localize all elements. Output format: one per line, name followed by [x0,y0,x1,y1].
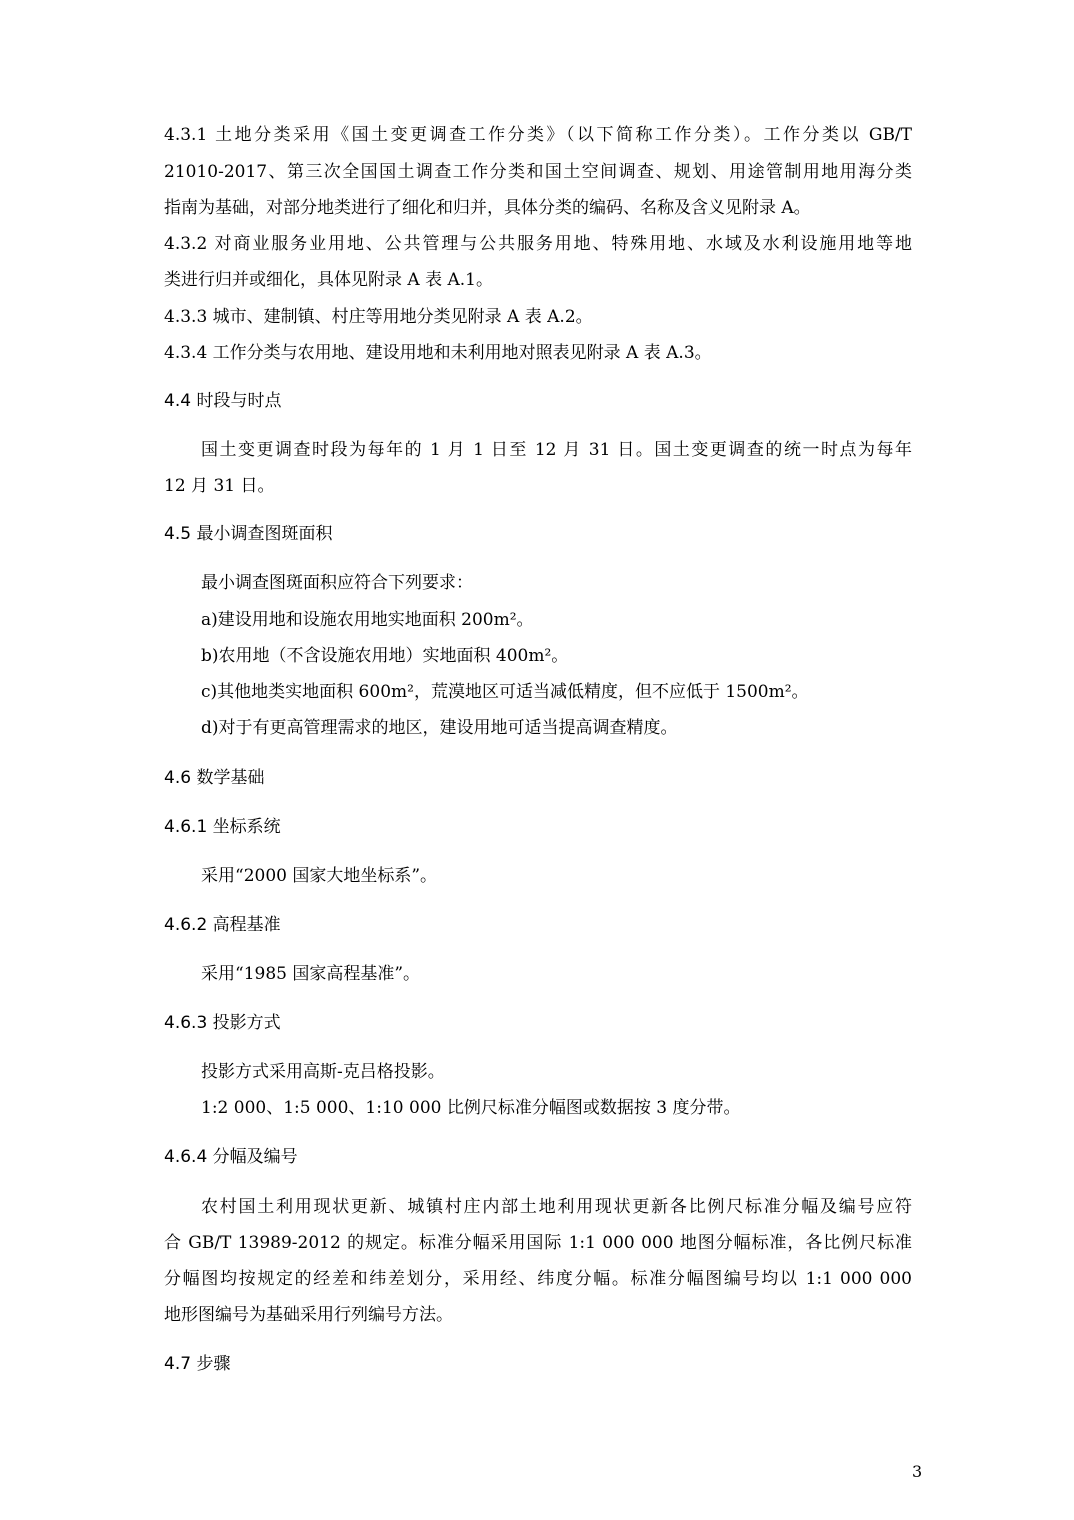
paragraph-4-5-intro: 最小调查图斑面积应符合下列要求： [201,573,473,593]
paragraph-4-6-4-line: 合 GB/T 13989-2012 的规定。标准分幅采用国际 1:1 000 000 地图分幅标准，各比例尺标准 [164,1233,912,1253]
list-item-a: a)建设用地和设施农用地实地面积 200m²。 [201,610,534,630]
paragraph-4-6-4-line: 分幅图均按规定的经差和纬差划分，采用经、纬度分幅。标准分幅图编号均以 1:1 000 000 [164,1269,912,1289]
paragraph-4-3-4: 4.3.4 工作分类与农用地、建设用地和未利用地对照表见附录 A 表 A.3。 [164,343,712,363]
section-heading-4-6-2: 4.6.2 高程基准 [164,915,281,935]
section-heading-4-7: 4.7 步骤 [164,1354,231,1374]
paragraph-4-6-4-line: 农村国土利用现状更新、城镇村庄内部土地利用现状更新各比例尺标准分幅及编号应符 [201,1197,912,1217]
page-number: 3 [912,1462,923,1481]
paragraph-4-4-line: 12 月 31 日。 [164,476,275,496]
paragraph-4-3-3: 4.3.3 城市、建制镇、村庄等用地分类见附录 A 表 A.2。 [164,307,593,327]
paragraph-4-6-2: 采用“1985 国家高程基准”。 [201,964,421,984]
paragraph-4-3-2-line: 4.3.2 对商业服务业用地、公共管理与公共服务用地、特殊用地、水域及水利设施用地等地 [164,234,912,254]
section-heading-4-4: 4.4 时段与时点 [164,391,282,411]
section-heading-4-6-3: 4.6.3 投影方式 [164,1013,281,1033]
paragraph-4-6-3-line: 投影方式采用高斯-克吕格投影。 [201,1062,445,1082]
paragraph-4-4-line: 国土变更调查时段为每年的 1 月 1 日至 12 月 31 日。国土变更调查的统一时点为每年 [201,440,912,460]
list-item-c: c)其他地类实地面积 600m²，荒漠地区可适当减低精度，但不应低于 1500m²。 [201,682,809,702]
paragraph-4-3-1-line: 指南为基础，对部分地类进行了细化和归并，具体分类的编码、名称及含义见附录 A。 [164,198,811,218]
section-heading-4-6-1: 4.6.1 坐标系统 [164,817,281,837]
paragraph-4-6-1: 采用“2000 国家大地坐标系”。 [201,866,438,886]
paragraph-4-3-1-line: 4.3.1 土地分类采用《国土变更调查工作分类》（以下简称工作分类）。工作分类以 GB/T [164,125,912,145]
paragraph-4-3-2-line: 类进行归并或细化，具体见附录 A 表 A.1。 [164,270,493,290]
section-heading-4-6-4: 4.6.4 分幅及编号 [164,1147,298,1167]
paragraph-4-3-1-line: 21010-2017、第三次全国国土调查工作分类和国土空间调查、规划、用途管制用地用海分类 [164,162,912,182]
paragraph-4-6-3-line: 1:2 000、1:5 000、1:10 000 比例尺标准分幅图或数据按 3 度分带。 [201,1098,741,1118]
list-item-b: b)农用地（不含设施农用地）实地面积 400m²。 [201,646,569,666]
section-heading-4-5: 4.5 最小调查图斑面积 [164,524,333,544]
list-item-d: d)对于有更高管理需求的地区，建设用地可适当提高调查精度。 [201,718,678,738]
paragraph-4-6-4-line: 地形图编号为基础采用行列编号方法。 [164,1305,453,1325]
section-heading-4-6: 4.6 数学基础 [164,768,265,788]
